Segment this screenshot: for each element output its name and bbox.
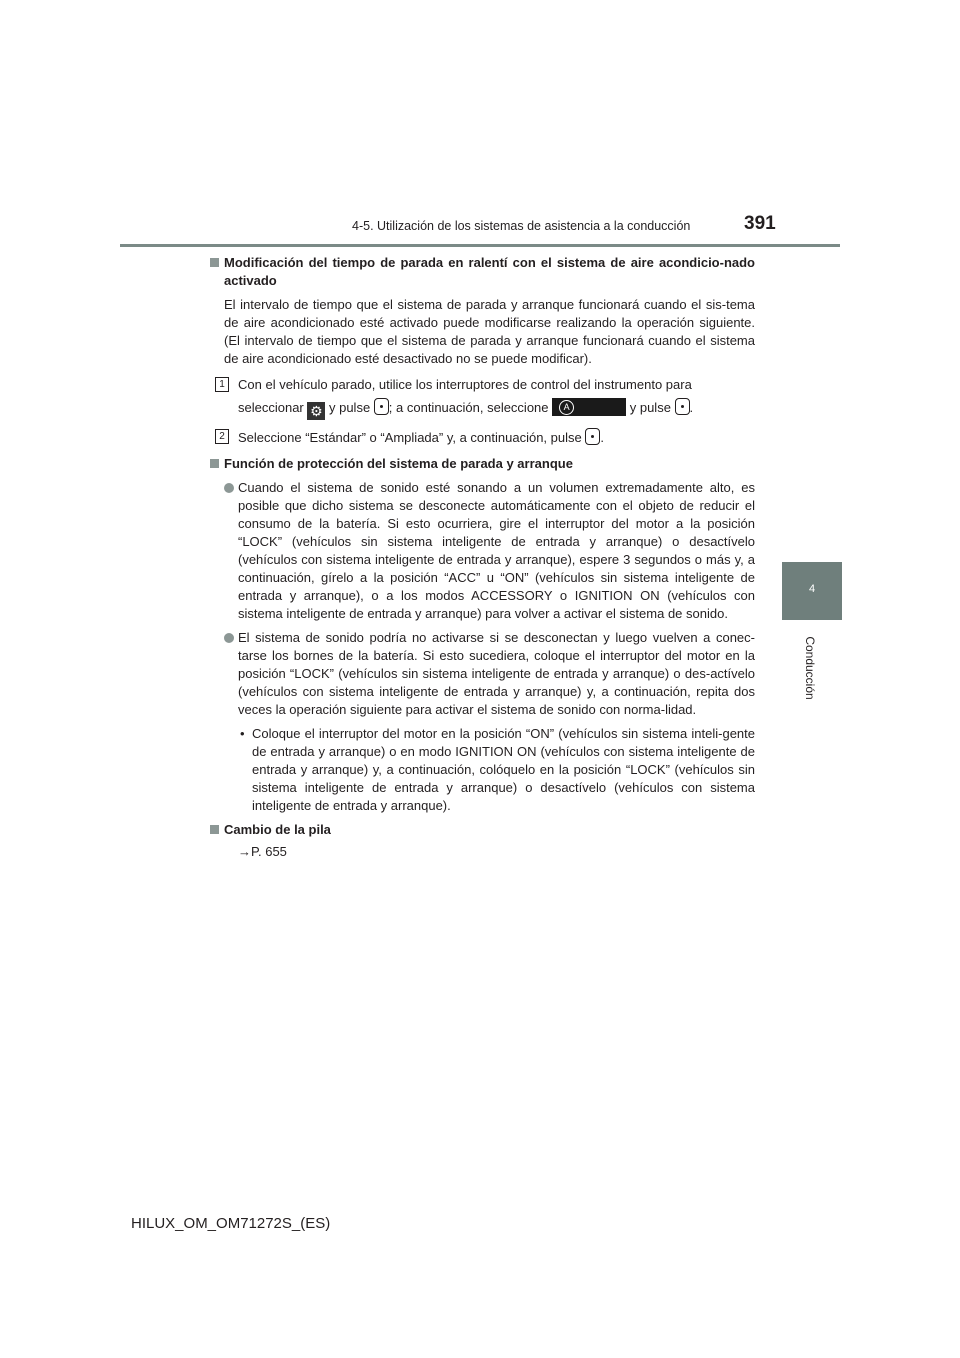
ok-button-icon	[585, 428, 600, 445]
step-number-badge: 1	[215, 377, 229, 392]
circle-bullet-icon	[224, 483, 234, 493]
header-section-title: 4-5. Utilización de los sistemas de asistencia a la conducción	[352, 219, 691, 233]
page-number: 391	[744, 213, 776, 234]
chapter-tab-label-text: Conducción	[803, 636, 817, 700]
step-text: seleccionar	[238, 400, 308, 415]
section-heading-idle-time	[210, 254, 755, 290]
step-text: .	[600, 430, 604, 445]
header-rule	[120, 244, 840, 247]
square-bullet-icon	[210, 459, 219, 468]
square-bullet-icon	[210, 825, 219, 834]
gear-settings-icon: ⚙	[307, 402, 325, 420]
step-1-line1: Con el vehículo parado, utilice los interruptores de control del instrumento para	[238, 377, 692, 392]
step-2	[210, 428, 755, 447]
chapter-tab	[782, 562, 842, 620]
step-2-text: Seleccione “Estándar” o “Ampliada” y, a continuación, pulse	[238, 430, 586, 445]
section-heading-text: Función de protección del sistema de parada y arranque	[224, 456, 573, 471]
sub-bullet-mark: •	[240, 726, 245, 741]
section-heading-battery	[210, 821, 755, 839]
step-text: ; a continuación, seleccione	[388, 400, 553, 415]
list-item	[210, 629, 755, 719]
section-heading-text: Cambio de la pila	[224, 822, 331, 837]
circle-bullet-icon	[224, 633, 234, 643]
chapter-tab-number: 4	[808, 583, 816, 595]
stop-start-menu-icon	[552, 398, 626, 416]
page-reference-link[interactable]: →P. 655	[238, 844, 287, 859]
ok-button-icon	[374, 398, 389, 415]
section-heading-protection	[210, 455, 755, 473]
chapter-tab-label	[800, 632, 820, 704]
step-text: .	[689, 400, 694, 415]
ok-button-icon	[675, 398, 690, 415]
step-text: y pulse	[325, 400, 374, 415]
list-item-text: Cuando el sistema de sonido esté sonando a un volumen extremadamente alto, es posible que dicho sistema se desconecte automáticamente con el objeto de reducir el consumo de la batería. Si esto ocurriera, gire el interruptor del motor a la posición “LOCK” (vehículos sin sistema inteligente de entrada y arranque) o desactívelo (vehículos con sistema inteligente de entrada y arranque), espere 3 segundos o más y, a continuación, gírelo a la posición “ACC” u “ON” (vehículos sin sistema inteligente de entrada y arranque), o a los modos ACCESSORY o IGNITION ON (vehículos con sistema inteligente de entrada y arranque) para volver a activar el sistema de sonido.	[238, 480, 755, 621]
list-item-text: El sistema de sonido podría no activarse si se desconectan y luego vuelven a conec-tarse los bornes de la batería. Si esto sucediera, coloque el interruptor del motor en la posición “LOCK” (vehículos sin sistema inteligente de entrada y arranque) o des-actívelo (vehículos con sistema inteligente de entrada y arranque) y, a continuación, repita dos veces la operación siguiente para activar el sistema de sonido con norma-lidad.	[238, 630, 755, 717]
footer-doc-code: HILUX_OM_OM71272S_(ES)	[131, 1215, 331, 1232]
step-1-line2	[238, 398, 755, 420]
page-content	[210, 254, 755, 861]
step-1	[210, 376, 755, 420]
step-number-badge: 2	[215, 429, 229, 444]
sub-list-item	[210, 725, 755, 815]
step-text: y pulse	[626, 400, 675, 415]
section-body: El intervalo de tiempo que el sistema de parada y arranque funcionará cuando el sis-tema de aire acondicionado esté activado puede modificarse realizando la operación siguiente. (El intervalo de tiempo que el sistema de parada y arranque funcionará cuando el sistema de aire acondicionado esté desactivado no se puede modificar).	[224, 297, 755, 366]
auto-a-icon: A	[559, 400, 574, 415]
square-bullet-icon	[210, 258, 219, 267]
section-heading-text: Modificación del tiempo de parada en ralentí con el sistema de aire acondicio-nado activado	[224, 255, 755, 288]
sub-list-item-text: Coloque el interruptor del motor en la posición “ON” (vehículos sin sistema inteli-gente de entrada y arranque) o en modo IGNITION ON (vehículos con sistema inteligente de entrada y arranque) y, a continuación, colóquelo en la posición “LOCK” (vehículos sin sistema inteligente de entrada y arranque) o desactívelo (vehículos con sistema inteligente de entrada y arranque).	[252, 726, 755, 813]
list-item	[210, 479, 755, 623]
